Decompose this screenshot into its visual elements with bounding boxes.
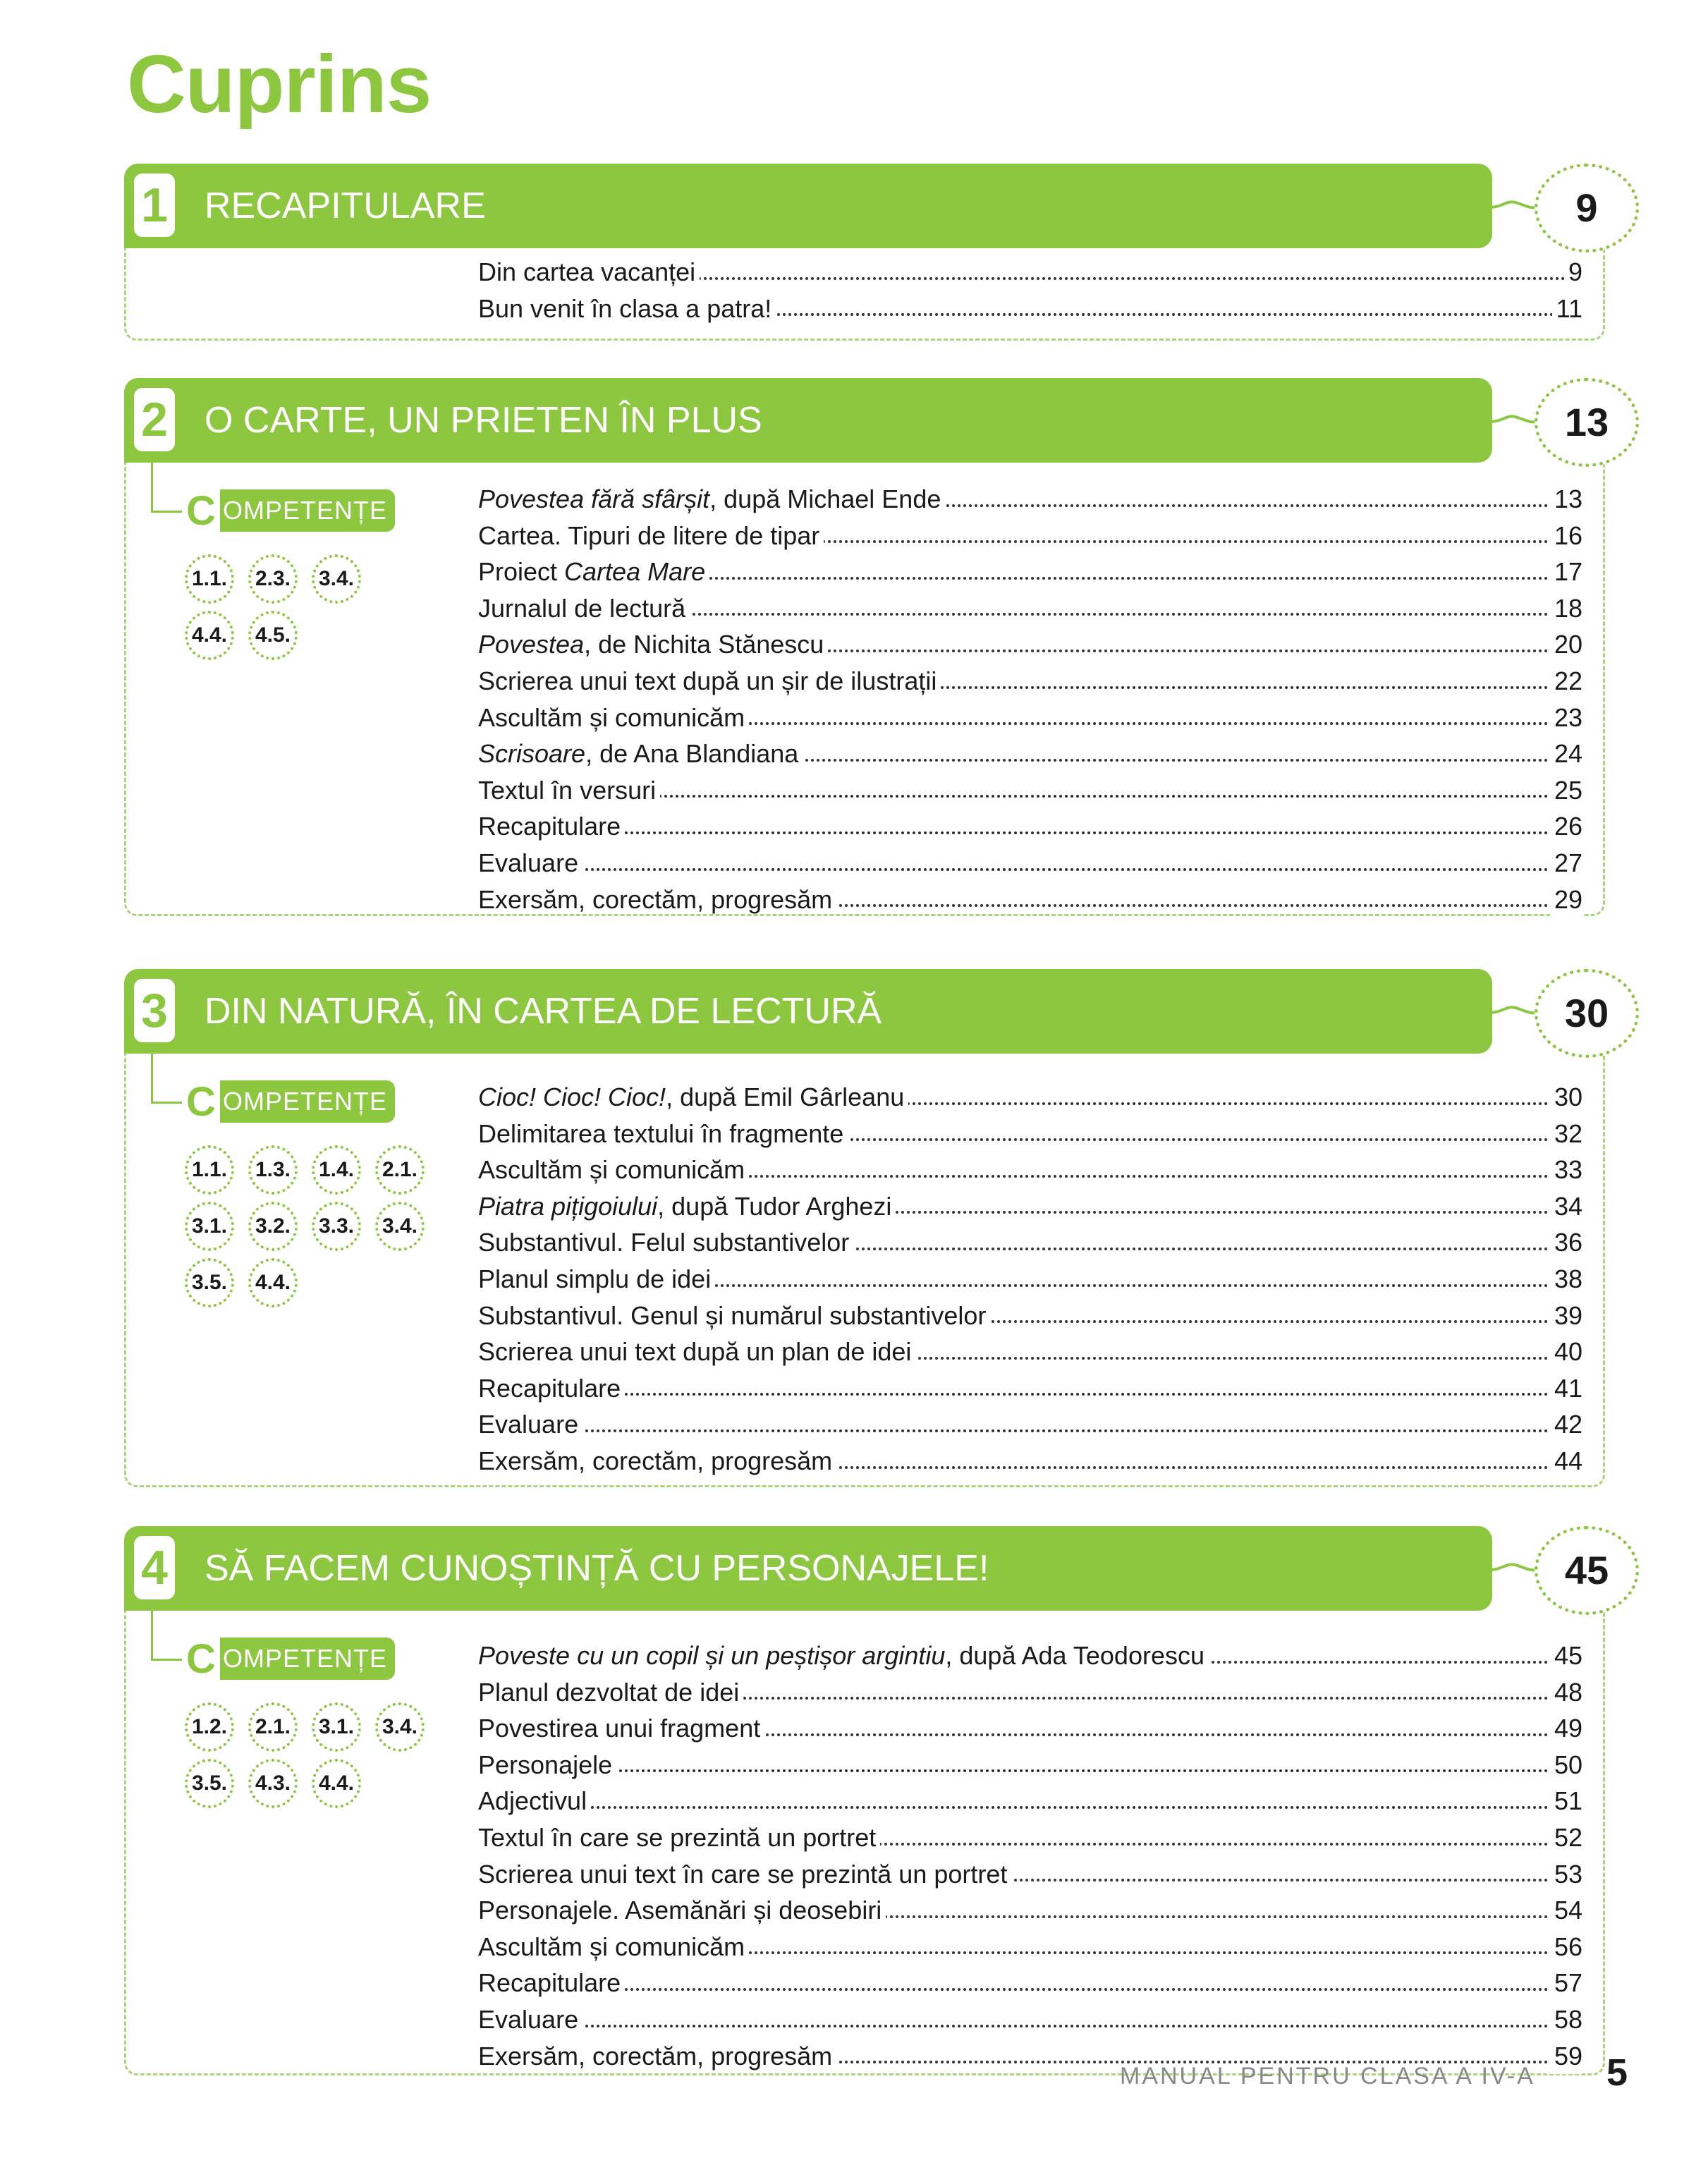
competence-badge: 3.2. [248, 1202, 298, 1251]
competence-badge: 4.5. [248, 611, 298, 660]
toc-entry-page: 48 [1550, 1674, 1582, 1711]
toc-entry-page: 58 [1550, 2001, 1582, 2038]
toc-list [478, 254, 1582, 327]
toc-entry[interactable] [478, 1747, 1582, 1783]
dot-leader [478, 831, 1582, 834]
toc-entry-text: , după Tudor Arghezi [657, 1191, 892, 1221]
toc-entry-text: Exersăm, corectăm, progresăm [478, 1446, 833, 1475]
toc-entry[interactable] [478, 1856, 1582, 1893]
toc-entry-title [478, 2042, 836, 2071]
toc-entry-title [478, 2005, 582, 2034]
toc-entry[interactable] [478, 1406, 1582, 1443]
toc-entry-text: Cartea. Tipuri de litere de tipar [478, 520, 820, 550]
toc-entry-text: Evaluare [478, 1410, 579, 1439]
toc-entry-text: Planul dezvoltat de idei [478, 1677, 740, 1707]
competence-label [183, 489, 395, 532]
toc-entry[interactable] [478, 1079, 1582, 1116]
toc-entry[interactable] [478, 590, 1582, 627]
toc-entry[interactable] [478, 736, 1582, 772]
toc-entry-title [478, 812, 625, 841]
toc-entry-page: 41 [1550, 1370, 1582, 1407]
toc-entry-page: 42 [1550, 1406, 1582, 1443]
toc-entry-text: Textul în care se prezintă un portret [478, 1822, 877, 1852]
toc-entry-page: 29 [1550, 882, 1582, 918]
toc-entry-text: , de Nichita Stănescu [584, 630, 824, 659]
competence-badge: 3.3. [312, 1202, 361, 1251]
toc-entry-title [478, 1410, 582, 1439]
toc-entry-text: Delimitarea textului în fragmente [478, 1118, 844, 1148]
toc-entry-page: 36 [1550, 1224, 1582, 1261]
competence-badge: 3.5. [185, 1258, 234, 1307]
toc-entry-page: 44 [1550, 1443, 1582, 1480]
unit-number: 3 [134, 979, 175, 1042]
toc-entry-text: Povestirea unui fragment [478, 1714, 761, 1743]
dot-leader [478, 1429, 1582, 1432]
toc-entry-text: Scrierea unui text după un plan de idei [478, 1337, 912, 1367]
toc-entry-title [478, 1192, 896, 1221]
competence-letter: C [182, 487, 220, 536]
connector-line [1489, 999, 1539, 1027]
toc-entry-title [478, 521, 824, 550]
footer-text: MANUAL PENTRU CLASA A IV-A [1120, 2063, 1535, 2090]
toc-entry[interactable] [478, 291, 1582, 327]
toc-entry-text: Ascultăm și comunicăm [478, 702, 745, 732]
toc-entry-title [478, 739, 803, 768]
toc-entry[interactable] [478, 1261, 1582, 1298]
toc-entry-text: Proiect [478, 557, 565, 587]
toc-entry-text: , după Michael Ende [709, 484, 941, 513]
toc-entry-page: 16 [1550, 518, 1582, 554]
toc-entry-title [478, 1082, 908, 1111]
unit-page-badge: 9 [1535, 164, 1639, 252]
toc-entry[interactable] [478, 481, 1582, 518]
toc-entry-text: Textul în versuri [478, 775, 657, 805]
competence-letter: C [182, 1078, 220, 1127]
competence-label [183, 1638, 395, 1680]
toc-entry-text: Scrierea unui text după un șir de ilustrații [478, 666, 937, 695]
toc-entry-text: Recapitulare [478, 1373, 621, 1403]
toc-entry[interactable] [478, 1819, 1582, 1856]
toc-entry-title [478, 1301, 990, 1330]
toc-entry-work-title: Scrisoare [478, 739, 586, 769]
toc-entry-text: Din cartea vacanței [478, 257, 696, 286]
toc-entry-text: , de Ana Blandiana [585, 739, 799, 769]
toc-entry-text: Recapitulare [478, 1968, 621, 1998]
toc-entry-page: 26 [1550, 808, 1582, 845]
toc-entry-text: Scrierea unui text în care se prezintă un portret [478, 1859, 1008, 1889]
toc-entry-text: Planul simplu de idei [478, 1264, 712, 1293]
toc-entry-page: 56 [1550, 1929, 1582, 1965]
toc-entry-title [478, 1860, 1011, 1889]
toc-entry[interactable] [478, 1298, 1582, 1334]
toc-entry-page: 54 [1550, 1892, 1582, 1929]
competence-letter: C [182, 1635, 220, 1684]
toc-entry[interactable] [478, 254, 1582, 291]
toc-entry-work-title: Povestea [478, 630, 585, 659]
toc-entry[interactable] [478, 1224, 1582, 1261]
toc-entry-title [478, 848, 582, 877]
toc-entry-page: 32 [1550, 1116, 1582, 1152]
toc-entry[interactable] [478, 882, 1582, 918]
toc-entry-title [478, 1968, 625, 1997]
page-title: Cuprins [127, 38, 432, 130]
toc-entry-title [478, 1446, 836, 1475]
toc-entry-text: Recapitulare [478, 812, 621, 841]
toc-entry[interactable] [478, 1188, 1582, 1225]
toc-entry-text: Substantivul. Felul substantivelor [478, 1228, 850, 1257]
toc-entry-page: 23 [1550, 700, 1582, 736]
unit-title: O CARTE, UN PRIETEN ÎN PLUS [205, 400, 762, 441]
toc-entry-work-title: Cioc! Cioc! Cioc! [478, 1082, 666, 1111]
toc-entry-page: 33 [1550, 1152, 1582, 1188]
competence-badge: 3.4. [375, 1702, 425, 1752]
toc-entry[interactable] [478, 1152, 1582, 1188]
toc-entry-title [478, 257, 700, 286]
toc-entry-page: 52 [1550, 1819, 1582, 1856]
toc-entry-text: Bun venit în clasa a patra! [478, 293, 772, 323]
toc-entry-work-title: Piatra pițigoiului [478, 1191, 658, 1221]
toc-entry-title [478, 1823, 880, 1852]
toc-entry-page: 17 [1550, 554, 1582, 590]
unit-number: 4 [134, 1536, 175, 1599]
toc-entry-title [478, 703, 749, 732]
toc-entry[interactable] [478, 700, 1582, 736]
dot-leader [478, 1988, 1582, 1991]
toc-list [478, 1638, 1582, 2074]
toc-entry-title [478, 594, 690, 623]
competence-badge: 1.1. [185, 554, 234, 604]
toc-entry-text: Personajele [478, 1750, 613, 1779]
toc-entry[interactable] [478, 808, 1582, 845]
unit-page-badge: 45 [1535, 1526, 1639, 1615]
toc-entry-page: 25 [1550, 772, 1582, 809]
toc-entry-title [478, 484, 945, 513]
toc-entry-page: 53 [1550, 1856, 1582, 1893]
toc-entry-title [478, 1337, 915, 1366]
toc-entry-title [478, 1228, 853, 1257]
toc-entry[interactable] [478, 2001, 1582, 2038]
competence-badge: 1.2. [185, 1702, 234, 1752]
toc-entry[interactable] [478, 554, 1582, 590]
unit-page-badge: 13 [1535, 378, 1639, 467]
toc-entry-page: 59 [1550, 2038, 1582, 2075]
competence-badge: 4.4. [248, 1258, 298, 1307]
competence-heading: OMPETENȚE [223, 1644, 388, 1673]
toc-entry-title [478, 1932, 749, 1961]
competence-label [183, 1080, 395, 1123]
toc-entry[interactable] [478, 1638, 1582, 1674]
toc-entry-page: 9 [1564, 254, 1582, 291]
unit-header [124, 1526, 1492, 1611]
toc-entry-title [478, 1714, 764, 1743]
connector-line [1489, 193, 1539, 221]
unit-number: 2 [134, 388, 175, 451]
unit-title: SĂ FACEM CUNOȘTINȚĂ CU PERSONAJELE! [205, 1548, 989, 1589]
connector-line [1489, 1556, 1539, 1584]
dot-leader [478, 2025, 1582, 2027]
toc-entry-page: 30 [1550, 1079, 1582, 1116]
competence-badge: 4.4. [312, 1759, 361, 1808]
toc-entry-text: Exersăm, corectăm, progresăm [478, 884, 833, 914]
dot-leader [478, 1769, 1582, 1772]
toc-entry-title [478, 1155, 749, 1184]
toc-entry[interactable] [478, 1929, 1582, 1965]
toc-entry-page: 27 [1550, 845, 1582, 882]
toc-entry-text: Jurnalul de lectură [478, 593, 686, 623]
toc-entry-page: 57 [1550, 1965, 1582, 2001]
toc-entry-title [478, 1264, 715, 1293]
toc-entry-title [478, 1786, 591, 1815]
competence-heading: OMPETENȚE [223, 496, 388, 525]
toc-entry-title [478, 776, 660, 805]
toc-entry-work-title: Povestea fără sfârșit [478, 484, 710, 513]
toc-entry-page: 13 [1550, 481, 1582, 518]
toc-entry-text: Exersăm, corectăm, progresăm [478, 2041, 833, 2071]
toc-entry[interactable] [478, 1965, 1582, 2001]
toc-entry-title [478, 1678, 743, 1707]
toc-entry-text: Ascultăm și comunicăm [478, 1932, 745, 1961]
toc-entry-text: Evaluare [478, 2004, 579, 2034]
toc-entry-page: 34 [1550, 1188, 1582, 1225]
toc-entry-text: Ascultăm și comunicăm [478, 1155, 745, 1185]
toc-entry-text: Substantivul. Genul și numărul substantivelor [478, 1300, 987, 1330]
toc-entry[interactable] [478, 1710, 1582, 1747]
toc-entry-page: 22 [1550, 663, 1582, 700]
toc-entry-page: 20 [1550, 626, 1582, 663]
toc-entry[interactable] [478, 663, 1582, 700]
dot-leader [478, 1393, 1582, 1396]
toc-entry[interactable] [478, 1334, 1582, 1370]
toc-entry-page: 38 [1550, 1261, 1582, 1298]
unit-header [124, 164, 1492, 248]
competence-badge: 2.1. [375, 1145, 425, 1195]
toc-entry-page: 18 [1550, 590, 1582, 627]
toc-entry[interactable] [478, 1783, 1582, 1819]
competence-badge: 4.3. [248, 1759, 298, 1808]
toc-entry-title [478, 1374, 625, 1403]
toc-entry[interactable] [478, 772, 1582, 809]
toc-entry-title [478, 630, 828, 659]
toc-entry-page: 50 [1550, 1747, 1582, 1783]
competence-badge: 3.1. [185, 1202, 234, 1251]
toc-entry-page: 40 [1550, 1334, 1582, 1370]
toc-list [478, 481, 1582, 917]
unit-page-badge: 30 [1535, 969, 1639, 1058]
toc-list [478, 1079, 1582, 1480]
toc-entry-title [478, 294, 776, 323]
toc-entry-work-title: Cartea Mare [564, 557, 706, 587]
competence-badge: 1.4. [312, 1145, 361, 1195]
toc-entry-page: 45 [1550, 1638, 1582, 1674]
unit-header [124, 969, 1492, 1054]
toc-entry-text: Evaluare [478, 848, 579, 877]
toc-entry-title [478, 1119, 848, 1148]
unit-header [124, 378, 1492, 463]
toc-entry[interactable] [478, 1443, 1582, 1480]
connector-line [1489, 408, 1539, 436]
toc-entry-title [478, 1750, 616, 1779]
dot-leader [478, 1806, 1582, 1809]
competence-badge: 1.1. [185, 1145, 234, 1195]
toc-entry-work-title: Poveste cu un copil și un peștișor argintiu [478, 1641, 946, 1670]
toc-entry[interactable] [478, 518, 1582, 554]
toc-entry-title [478, 666, 941, 695]
toc-entry-text: Adjectivul [478, 1786, 587, 1816]
toc-entry[interactable] [478, 845, 1582, 882]
toc-entry-title [478, 1896, 886, 1925]
toc-entry-title [478, 1641, 1209, 1670]
competence-badge: 2.1. [248, 1702, 298, 1752]
toc-entry-text: Personajele. Asemănări și deosebiri [478, 1896, 882, 1925]
competence-heading: OMPETENȚE [223, 1087, 388, 1116]
toc-entry-text: , după Emil Gârleanu [666, 1082, 905, 1111]
toc-entry-page: 39 [1550, 1298, 1582, 1334]
unit-title: DIN NATURĂ, ÎN CARTEA DE LECTURĂ [205, 991, 882, 1032]
dot-leader [478, 868, 1582, 871]
unit-number: 1 [134, 173, 175, 237]
competence-badge: 3.1. [312, 1702, 361, 1752]
toc-entry-page: 51 [1550, 1783, 1582, 1819]
competence-badge: 1.3. [248, 1145, 298, 1195]
toc-entry[interactable] [478, 626, 1582, 663]
unit-title: RECAPITULARE [205, 185, 486, 226]
page-number: 5 [1606, 2051, 1628, 2094]
toc-entry-text: , după Ada Teodorescu [945, 1641, 1205, 1670]
competence-badge: 3.4. [375, 1202, 425, 1251]
toc-entry-title [478, 885, 836, 914]
toc-entry[interactable] [478, 1116, 1582, 1152]
toc-entry-title [478, 557, 709, 586]
toc-entry[interactable] [478, 1892, 1582, 1929]
toc-entry-page: 11 [1552, 291, 1582, 327]
toc-entry-page: 24 [1550, 736, 1582, 772]
competence-badge: 4.4. [185, 611, 234, 660]
competence-badge: 2.3. [248, 554, 298, 604]
competence-badge: 3.4. [312, 554, 361, 604]
toc-entry[interactable] [478, 1370, 1582, 1407]
toc-entry-page: 49 [1550, 1710, 1582, 1747]
toc-entry[interactable] [478, 1674, 1582, 1711]
competence-badge: 3.5. [185, 1759, 234, 1808]
